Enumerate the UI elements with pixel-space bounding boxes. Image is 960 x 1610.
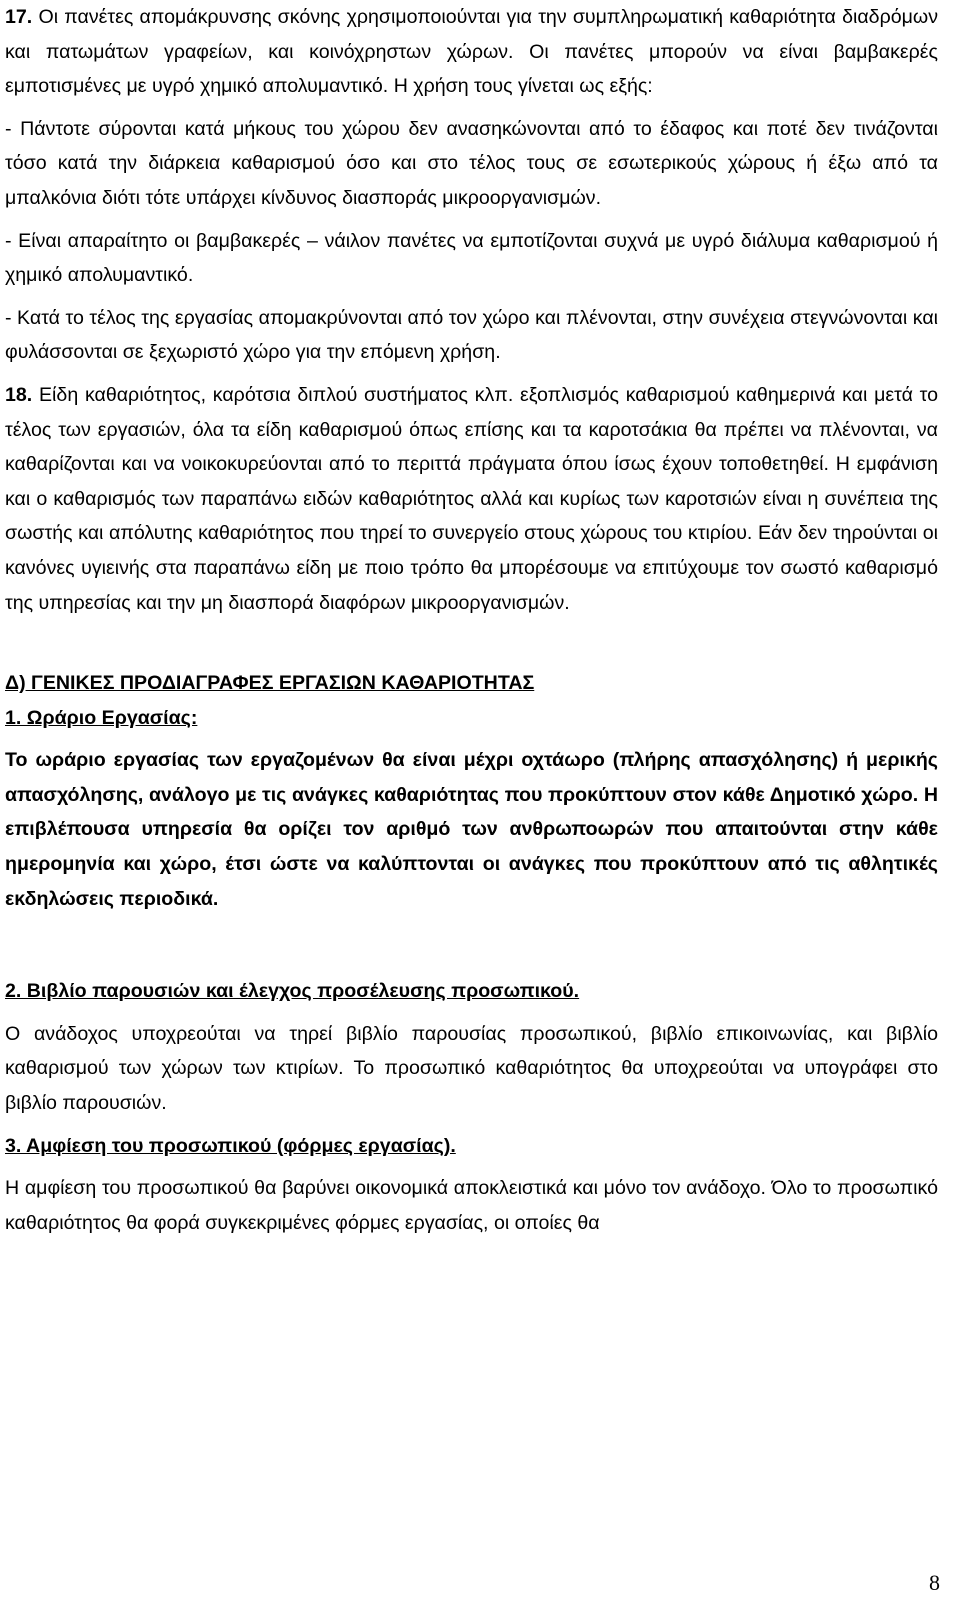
- item-18-paragraph: [5, 378, 938, 620]
- item-17-intro-text: Οι πανέτες απομάκρυνσης σκόνης χρησιμοποιούνται για την συμπληρωματική καθαριότητα διαδρόμων και πατωμάτων γραφείων, και κοινόχρηστων χώρων. Οι πανέτες μπορούν να είναι βαμβακερές εμποτισμένες με υγρό χημικό απολυμαντικό. Η χρήση τους γίνεται ως εξής:: [5, 6, 938, 98]
- item-18-number: 18.: [5, 383, 33, 406]
- item-17-bullet-1: - Πάντοτε σύρονται κατά μήκους του χώρου δεν ανασηκώνονται από το έδαφος και ποτέ δεν τινάζονται τόσο κατά την διάρκεια καθαρισμού όσο και στο τέλος τους σε εσωτερικούς χώρους ή έξω από τα μπαλκόνια διότι τότε υπάρχει κίνδυνος διασποράς μικροοργανισμών.: [5, 117, 938, 209]
- item-17-bullet-3: - Κατά το τέλος της εργασίας απομακρύνονται από τον χώρο και πλένονται, στην συνέχεια στεγνώνονται και φυλάσσονται σε ξεχωριστό χώρο για την επόμενη χρήση.: [5, 306, 938, 364]
- section-2-heading: 2. Βιβλίο παρουσιών και έλεγχος προσέλευσης προσωπικού.: [5, 980, 580, 1003]
- item-18-text: Είδη καθαριότητος, καρότσια διπλού συστήματος κλπ. εξοπλισμός καθαρισμού καθημερινά και μετά το τέλος των εργασιών, όλα τα είδη καθαρισμού όπως επίσης και τα καροτσάκια θα πρέπει να πλένονται, να καθαρίζονται και να νοικοκυρεύονται από το περιττά πράγματα όπου ίσως έχουν τοποθετηθεί. Η εμφάνιση και ο καθαρισμός των παραπάνω ειδών καθαριότητος αλλά και κυρίως των καροτσιών είναι η συνέπεια της σωστής και απόλυτης καθαριότητος που τηρεί το συνεργείο στους χώρους του κτιρίου. Εάν δεν τηρούνται οι κανόνες υγιεινής στα παραπάνω είδη με ποιο τρόπο θα μπορέσουμε να επιτύχουμε τον σωστό καθαρισμό της υπηρεσίας και την μη διασπορά διαφόρων μικροοργανισμών.: [5, 383, 938, 614]
- section-3-text: Η αμφίεση του προσωπικού θα βαρύνει οικονομικά αποκλειστικά και μόνο τον ανάδοχο. Όλο το προσωπικό καθαριότητος θα φορά συγκεκριμένες φόρμες εργασίας, οι οποίες θα: [5, 1177, 938, 1234]
- item-17-number: 17.: [5, 6, 33, 28]
- section-3-heading: 3. Αμφίεση του προσωπικού (φόρμες εργασίας).: [5, 1134, 456, 1157]
- section-1-heading: 1. Ωράριο Εργασίας:: [5, 706, 198, 729]
- item-17-bullet-2: - Είναι απαραίτητο οι βαμβακερές – νάιλον πανέτες να εμποτίζονται συχνά με υγρό διάλυμα καθαρισμού ή χημικό απολυμαντικό.: [5, 229, 938, 287]
- section-2-text: Ο ανάδοχος υποχρεούται να τηρεί βιβλίο παρουσίας προσωπικού, βιβλίο επικοινωνίας, και βιβλίο καθαρισμού των χώρων των κτιρίων. Το προσωπικό καθαριότητος θα υποχρεούται να υπογράφει στο βιβλίο παρουσιών.: [5, 1022, 938, 1115]
- item-17-intro: [5, 0, 938, 104]
- section-1-text: Το ωράριο εργασίας των εργαζομένων θα είναι μέχρι οχτάωρο (πλήρης απασχόλησης) ή μερικής απασχόλησης, ανάλογο με τις ανάγκες καθαριότητας που προκύπτουν στον κάθε Δημοτικό χώρο. Η επιβλέπουσα υπηρεσία θα ορίζει τον αριθμό των ανθρωποωρών που απαιτούνται στην κάθε ημερομηνία και χώρο, έτσι ώστε να καλύπτονται οι ανάγκες που προκύπτουν από τις αθλητικές εκδηλώσεις περιοδικά.: [5, 749, 938, 910]
- page-number: 8: [929, 1570, 940, 1595]
- document-page: [5, 0, 938, 1240]
- section-d-title: Δ) ΓΕΝΙΚΕΣ ΠΡΟΔΙΑΓΡΑΦΕΣ ΕΡΓΑΣΙΩΝ ΚΑΘΑΡΙΟΤΗΤΑΣ: [5, 672, 535, 695]
